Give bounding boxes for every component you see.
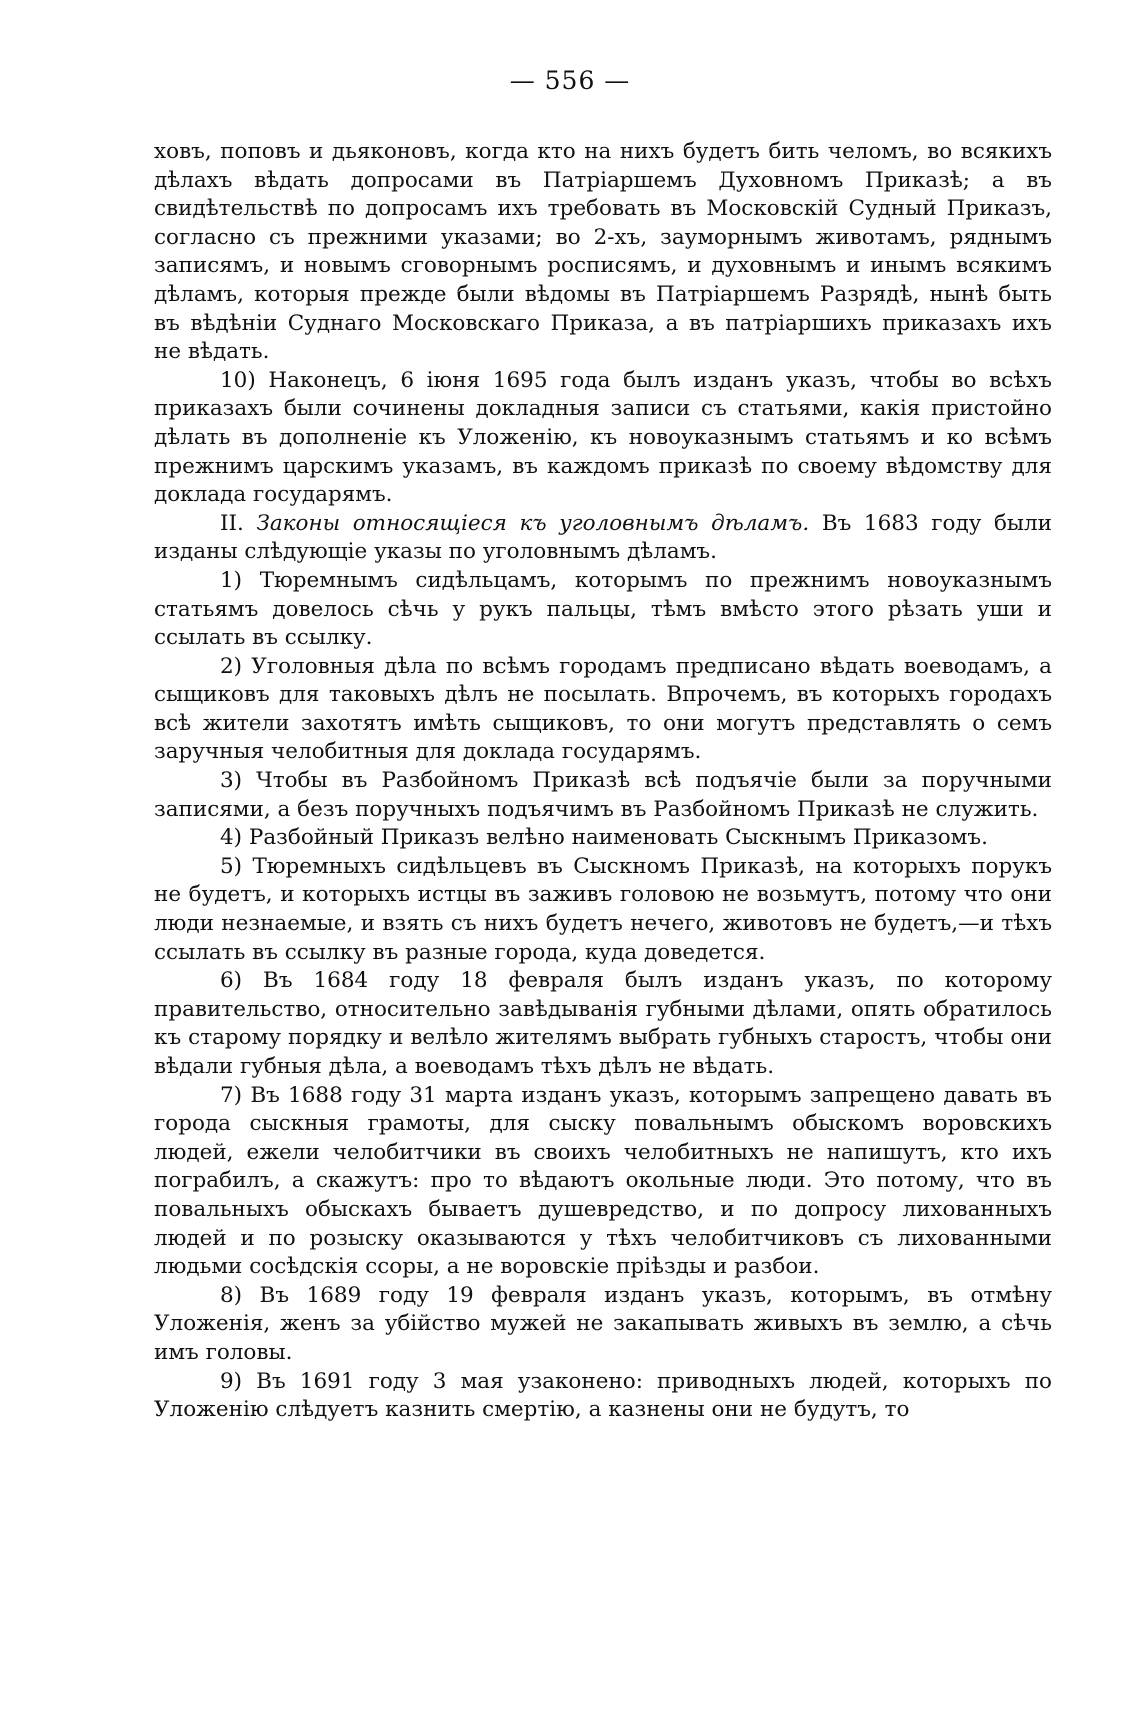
section-intro-text: Въ 1683 году были изданы слѣдующіе указы по уголовнымъ дѣламъ. (154, 510, 1052, 565)
paragraph-continuation: ховъ, поповъ и дьяконовъ, когда кто на нихъ будетъ бить челомъ, во всякихъ дѣлахъ вѣдать допросами въ Патріаршемъ Духовномъ Приказѣ; а въ свидѣтельствѣ по допросамъ ихъ требовать въ Московскій Судный Приказъ, согласно съ прежними указами; во 2-хъ, зауморнымъ животамъ, ряднымъ записямъ, и новымъ сговорнымъ росписямъ, и духовнымъ и инымъ всякимъ дѣламъ, которыя прежде были вѣдомы въ Патріаршемъ Разрядѣ, нынѣ быть въ вѣдѣніи Суднаго Московскаго Приказа, а въ патріаршихъ приказахъ ихъ не вѣдать. (154, 139, 1052, 365)
list-item: 8) Въ 1689 году 19 февраля изданъ указъ, которымъ, въ отмѣну Уложенія, женъ за убійство мужей не закапывать живыхъ въ землю, а сѣчь имъ головы. (154, 1282, 1052, 1365)
page-text (154, 138, 1052, 1425)
section-number: II. (220, 510, 244, 536)
section-ii-intro (154, 510, 1052, 567)
section-heading: Законы относящіеся къ уголовнымъ дѣламъ. (256, 510, 810, 536)
list-item: 1) Тюремнымъ сидѣльцамъ, которымъ по прежнимъ новоуказнымъ статьямъ довелось сѣчь у рукъ пальцы, тѣмъ вмѣсто этого рѣзать уши и ссылать въ ссылку. (154, 567, 1052, 651)
list-item: 2) Уголовныя дѣла по всѣмъ городамъ предписано вѣдать воеводамъ, а сыщиковъ для таковыхъ дѣлъ не посылать. Впрочемъ, въ которыхъ городахъ всѣ жители захотятъ имѣть сыщиковъ, то они могутъ представлять о семъ заручныя челобитныя для доклада государямъ. (154, 653, 1052, 765)
list-item: 5) Тюремныхъ сидѣльцевъ въ Сыскномъ Приказѣ, на которыхъ порукъ не будетъ, и которыхъ истцы въ заживъ головою не возьмутъ, потому что они люди незнаемые, и взять съ нихъ будетъ нечего, животовъ не будетъ,—и тѣхъ ссылать въ ссылку въ разные города, куда доведется. (154, 853, 1052, 965)
paragraph-item-10: 10) Наконецъ, 6 іюня 1695 года былъ изданъ указъ, чтобы во всѣхъ приказахъ были сочинены докладныя записи съ статьями, какія пристойно дѣлать въ дополненіе къ Уложенію, къ новоуказнымъ статьямъ и ко всѣмъ прежнимъ царскимъ указамъ, въ каждомъ приказѣ по своему вѣдомству для доклада государямъ. (154, 367, 1052, 508)
list-item: 6) Въ 1684 году 18 февраля былъ изданъ указъ, по которому правительство, относительно завѣдыванія губными дѣлами, опять обратилось къ старому порядку и велѣло жителямъ выбрать губныхъ старостъ, чтобы они вѣдали губныя дѣла, а воеводамъ тѣхъ дѣлъ не вѣдать. (154, 968, 1052, 1079)
list-item: 9) Въ 1691 году 3 мая узаконено: приводныхъ людей, которыхъ по Уложенію слѣдуетъ казнить смертію, а казнены они не будутъ, то (154, 1368, 1052, 1423)
page-number: — 556 — (509, 66, 631, 95)
list-item: 3) Чтобы въ Разбойномъ Приказѣ всѣ подъячіе были за поручными записями, а безъ поручныхъ подъячимъ въ Разбойномъ Приказѣ не служить. (154, 768, 1052, 822)
list-item: 7) Въ 1688 году 31 марта изданъ указъ, которымъ запрещено давать въ города сыскныя грамоты, для сыску повальнымъ обыскомъ воровскихъ людей, ежели челобитчики въ своихъ челобитныхъ не напишутъ, кто ихъ пограбилъ, а скажутъ: про то вѣдаютъ окольные люди. Это потому, что въ повальныхъ обыскахъ бываетъ душевредство, и по допросу лихованныхъ людей и по розыску оказываются у тѣхъ челобитчиковъ съ лихованными людьми сосѣдскія ссоры, а не воровскіе пріѣзды и разбои. (154, 1082, 1052, 1280)
list-item: 4) Разбойный Приказъ велѣно наименовать Сыскнымъ Приказомъ. (220, 825, 988, 851)
